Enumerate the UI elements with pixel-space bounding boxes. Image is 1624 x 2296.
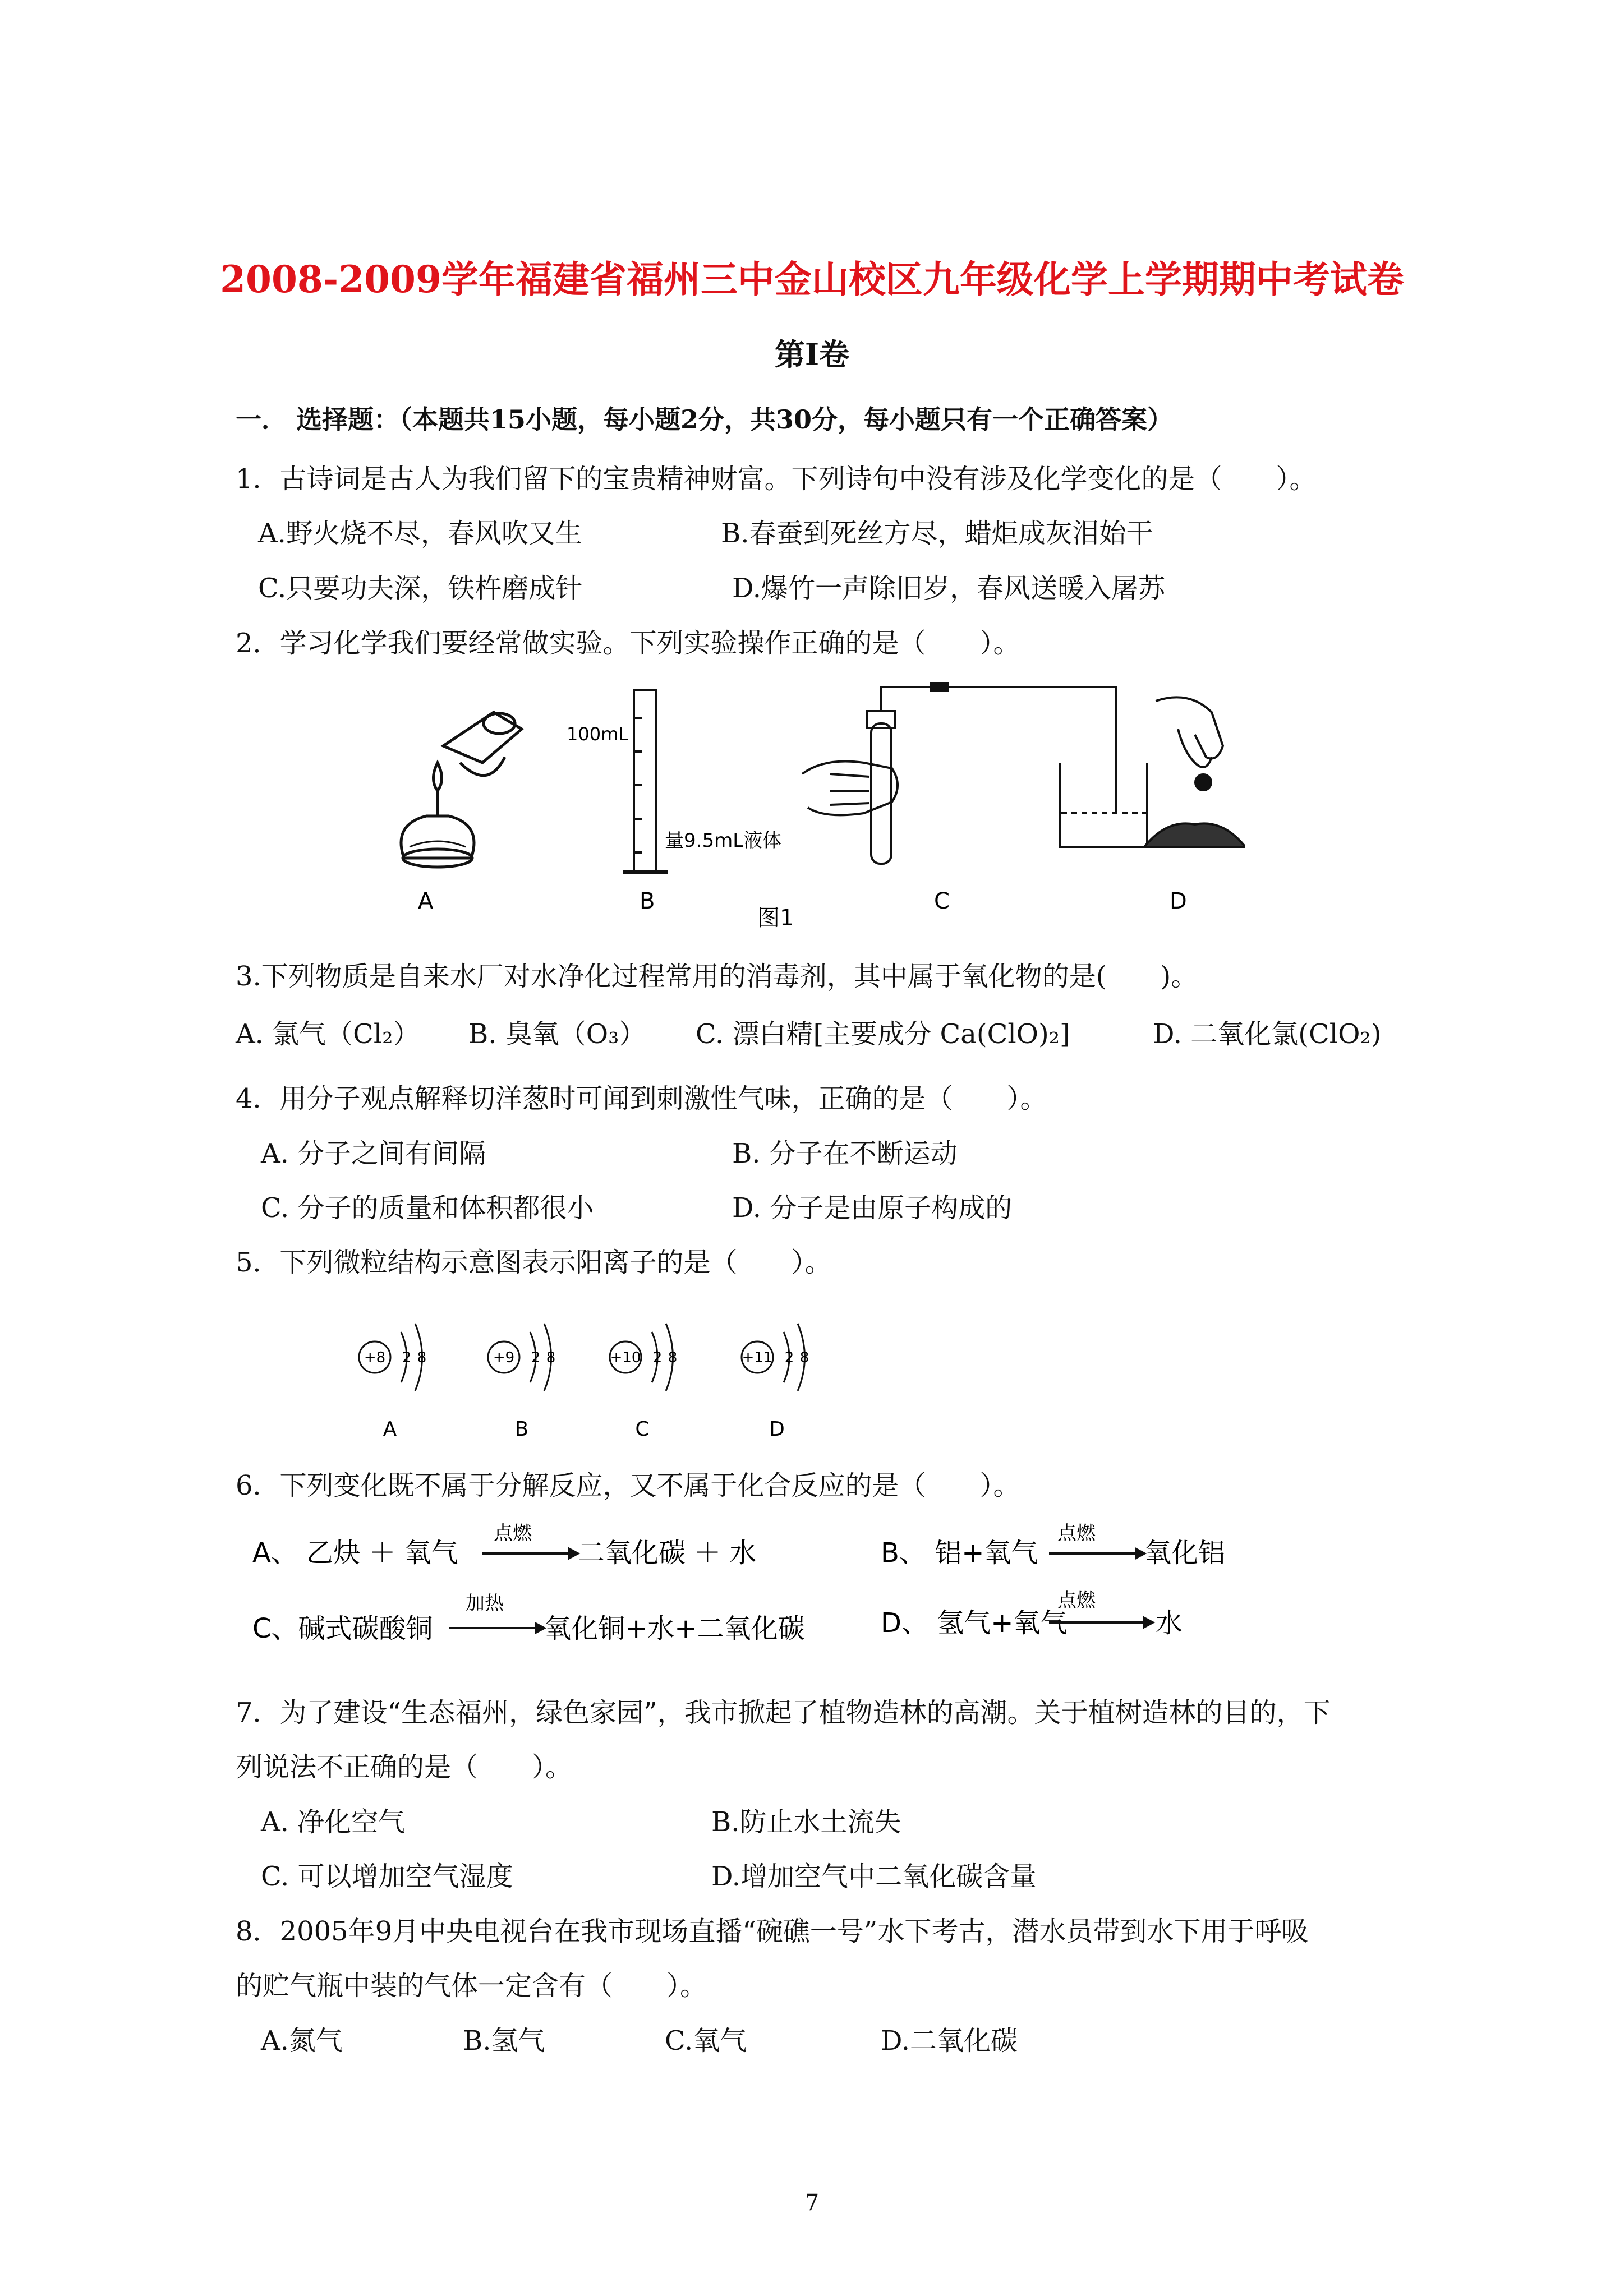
experiment-figure xyxy=(370,679,1245,937)
q4-option-b: B. 分子在不断运动 xyxy=(732,1138,958,1169)
atom-label-d: D xyxy=(769,1418,785,1441)
q4-option-c: C. 分子的质量和体积都很小 xyxy=(261,1192,594,1224)
reaction-c-right: 氧化铜+水+二氧化碳 xyxy=(544,1613,805,1644)
reaction-b-condition: 点燃 xyxy=(1057,1522,1096,1545)
q7-option-b: B.防止水土流失 xyxy=(711,1806,901,1838)
atom-d-shell-2: 8 xyxy=(799,1349,809,1366)
atom-label-a: A xyxy=(383,1418,397,1441)
q8-option-a: A.氮气 xyxy=(261,2025,343,2057)
reaction-c-left: C、碱式碳酸铜 xyxy=(252,1613,433,1644)
q1-option-b: B.春蚕到死丝方尽，蜡炬成灰泪始干 xyxy=(721,518,1153,549)
cylinder-caption: 量9.5mL液体 xyxy=(665,829,782,852)
atom-b-nucleus: +9 xyxy=(493,1349,515,1366)
q4-stem: 4．用分子观点解释切洋葱时可闻到刺激性气味，正确的是（ ）。 xyxy=(236,1083,1047,1114)
atom-a-shell-2: 8 xyxy=(417,1349,427,1366)
q1-stem: 1．古诗词是古人为我们留下的宝贵精神财富。下列诗句中没有涉及化学变化的是（ ）。 xyxy=(236,463,1317,495)
q8-option-c: C.氧气 xyxy=(665,2025,747,2057)
atom-c-nucleus: +10 xyxy=(610,1349,641,1366)
reaction-b-left: B、 铝+氧气 xyxy=(881,1537,1038,1569)
volume-heading: 第Ⅰ卷 xyxy=(774,336,850,372)
q7-option-d: D.增加空气中二氧化碳含量 xyxy=(711,1861,1037,1892)
atom-label-b: B xyxy=(514,1418,529,1441)
alcohol-lamp-illustration xyxy=(401,712,522,867)
figure-caption: 图1 xyxy=(757,905,794,931)
reaction-a-condition: 点燃 xyxy=(494,1522,532,1545)
q7-stem-line1: 7．为了建设“生态福州，绿色家园”，我市掀起了植物造林的高潮。关于植树造林的目的，下 xyxy=(236,1697,1331,1728)
fig-label-d: D xyxy=(1170,888,1187,914)
exam-title: 2008-2009学年福建省福州三中金山校区九年级化学上学期期中考试卷 xyxy=(220,257,1404,301)
section-heading: 一． 选择题：（本题共15小题，每小题2分，共30分，每小题只有一个正确答案） xyxy=(236,404,1174,435)
q1-option-a: A.野火烧不尽，春风吹又生 xyxy=(258,518,582,549)
q5-stem: 5．下列微粒结构示意图表示阳离子的是（ ）。 xyxy=(236,1247,832,1278)
q3-option-b: B. 臭氧（O₃） xyxy=(468,1018,646,1050)
q8-option-d: D.二氧化碳 xyxy=(881,2025,1018,2057)
atom-a-nucleus: +8 xyxy=(364,1349,386,1366)
reaction-a-right: 二氧化碳 ＋ 水 xyxy=(578,1537,757,1569)
q6-stem: 6．下列变化既不属于分解反应，又不属于化合反应的是（ ）。 xyxy=(236,1470,1020,1501)
q8-stem-line2: 的贮气瓶中装的气体一定含有（ ）。 xyxy=(236,1970,707,2002)
atom-b-shell-1: 2 xyxy=(531,1349,541,1366)
airtightness-check-illustration xyxy=(802,683,1147,864)
q1-option-c: C.只要功夫深，铁杵磨成针 xyxy=(258,573,583,604)
reaction-a-left: A、 乙炔 ＋ 氧气 xyxy=(252,1537,458,1569)
fig-label-b: B xyxy=(640,888,655,914)
reaction-c-condition: 加热 xyxy=(466,1592,504,1615)
fig-label-a: A xyxy=(418,888,434,914)
hand-pinching-solid-illustration xyxy=(1144,697,1245,847)
reaction-d-right: 水 xyxy=(1156,1607,1183,1639)
q3-option-d: D. 二氧化氯(ClO₂) xyxy=(1153,1018,1382,1050)
q7-option-c: C. 可以增加空气湿度 xyxy=(261,1861,513,1892)
atom-a-shell-1: 2 xyxy=(402,1349,412,1366)
reaction-d-left: D、 氢气+氧气 xyxy=(881,1607,1068,1639)
fig-label-c: C xyxy=(934,888,950,914)
atom-d-nucleus: +11 xyxy=(742,1349,773,1366)
q7-option-a: A. 净化空气 xyxy=(261,1806,406,1838)
q4-option-a: A. 分子之间有间隔 xyxy=(261,1138,486,1169)
q1-option-d: D.爆竹一声除旧岁，春风送暖入屠苏 xyxy=(732,573,1166,604)
atom-d-shell-1: 2 xyxy=(784,1349,794,1366)
q3-option-c: C. 漂白精[主要成分 Ca(ClO)₂] xyxy=(696,1018,1070,1050)
graduated-cylinder-illustration xyxy=(623,690,668,872)
reaction-b-right: 氧化铝 xyxy=(1144,1537,1226,1569)
q4-option-d: D. 分子是由原子构成的 xyxy=(732,1192,1013,1224)
q3-stem: 3.下列物质是自来水厂对水净化过程常用的消毒剂，其中属于氧化物的是( )。 xyxy=(236,961,1198,992)
atom-b-shell-2: 8 xyxy=(546,1349,556,1366)
q7-stem-line2: 列说法不正确的是（ ）。 xyxy=(236,1751,573,1783)
atom-structure-figure xyxy=(348,1301,853,1447)
cylinder-volume-mark: 100mL xyxy=(567,723,629,745)
q3-option-a: A. 氯气（Cl₂） xyxy=(236,1018,420,1050)
q2-stem: 2．学习化学我们要经常做实验。下列实验操作正确的是（ ）。 xyxy=(236,628,1020,659)
q8-stem-line1: 8．2005年9月中央电视台在我市现场直播“碗礁一号”水下考古，潜水员带到水下用于呼吸 xyxy=(236,1916,1309,1947)
atom-label-c: C xyxy=(635,1418,650,1441)
page-number: 7 xyxy=(804,2190,820,2216)
q8-option-b: B.氢气 xyxy=(463,2025,545,2057)
reaction-d-condition: 点燃 xyxy=(1057,1589,1096,1612)
reaction-equations-figure xyxy=(241,1514,1251,1671)
atom-c-shell-1: 2 xyxy=(652,1349,663,1366)
atom-c-shell-2: 8 xyxy=(668,1349,678,1366)
